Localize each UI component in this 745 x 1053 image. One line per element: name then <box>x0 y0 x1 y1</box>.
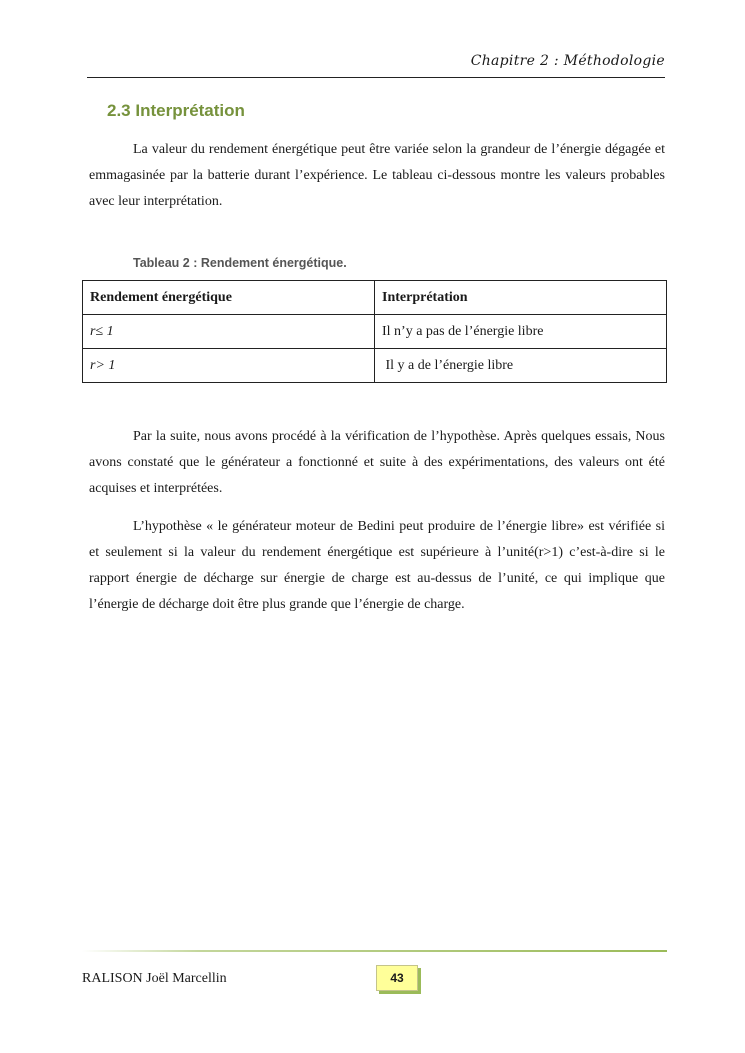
table-header-row <box>83 281 667 315</box>
column-header-efficiency: Rendement énergétique <box>83 281 375 315</box>
table-row <box>83 315 667 349</box>
table-caption: Tableau 2 : Rendement énergétique. <box>133 256 347 270</box>
table-cell-interpretation: Il y a de l’énergie libre <box>375 349 667 383</box>
table-cell-efficiency: r> 1 <box>83 349 375 383</box>
page-number-badge: 43 <box>376 965 418 991</box>
footer-divider <box>82 950 667 952</box>
footer-author: RALISON Joël Marcellin <box>82 971 227 986</box>
efficiency-table <box>82 280 667 383</box>
column-header-interpretation: Interprétation <box>375 281 667 315</box>
followup-paragraph: Par la suite, nous avons procédé à la vérification de l’hypothèse. Après quelques essais, Nous avons constaté que le générateur a fonctionné et suite à des expérimentations, des valeurs ont été acquises et interprétées. <box>89 429 665 496</box>
hypothesis-paragraph: L’hypothèse « le générateur moteur de Bedini peut produire de l’énergie libre» est vérifiée si et seulement si la valeur du rendement énergétique est supérieure à l’unité(r>1) c’est-à-dire si le rapport énergie de décharge sur énergie de charge est au-dessus de l’unité, ce qui implique que l’énergie de décharge doit être plus grande que l’énergie de charge. <box>89 519 665 612</box>
table-cell-efficiency: r≤ 1 <box>83 315 375 349</box>
header-divider <box>87 77 665 78</box>
table-cell-interpretation: Il n’y a pas de l’énergie libre <box>375 315 667 349</box>
table-row <box>83 349 667 383</box>
intro-paragraph: La valeur du rendement énergétique peut être variée selon la grandeur de l’énergie dégagée et emmagasinée par la batterie durant l’expérience. Le tableau ci-dessous montre les valeurs probables avec leur interprétation. <box>89 142 665 209</box>
chapter-header: Chapitre 2 : Méthodologie <box>470 53 665 69</box>
section-title: 2.3 Interprétation <box>107 101 245 120</box>
